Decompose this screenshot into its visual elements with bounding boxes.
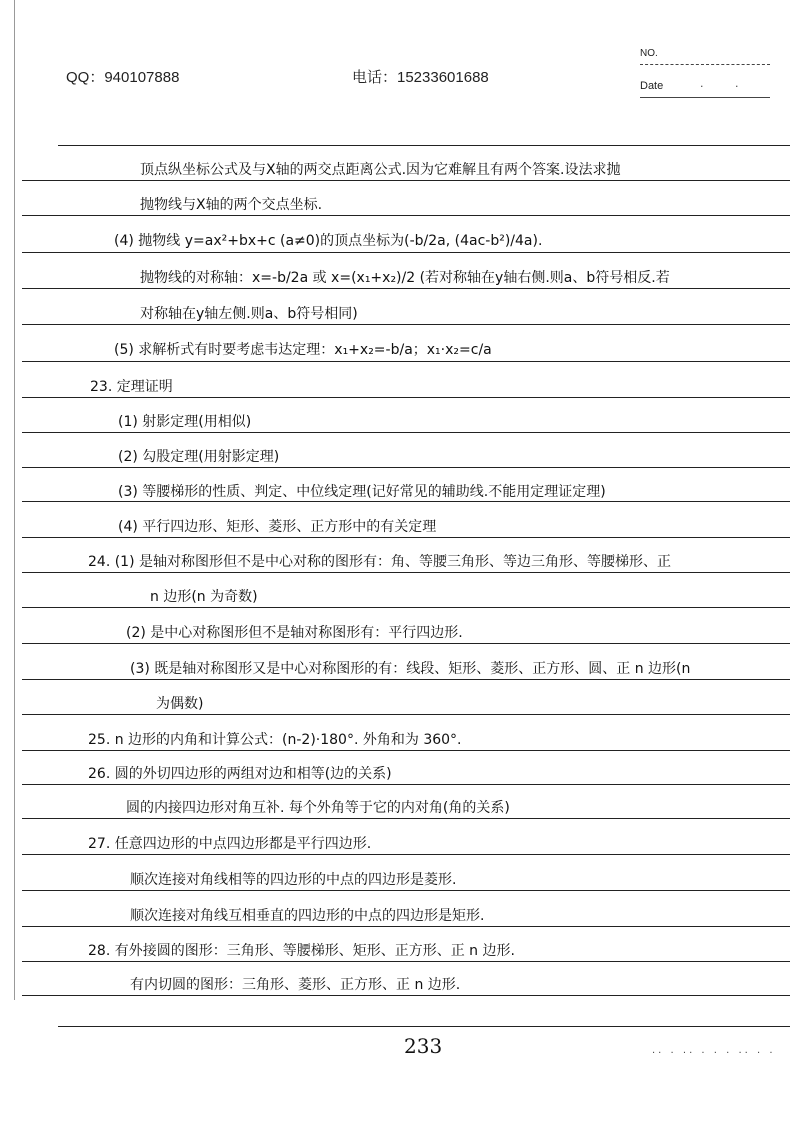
no-line <box>640 64 770 65</box>
phone-contact: 电话：15233601688 <box>352 69 489 86</box>
ruled-line <box>22 926 790 927</box>
ruled-line <box>22 467 790 468</box>
ruled-line <box>58 1026 790 1027</box>
ruled-line <box>22 750 790 751</box>
ruled-line <box>22 679 790 680</box>
note-line: (3) 等腰梯形的性质、判定、中位线定理(记好常见的辅助线.不能用定理证定理) <box>118 484 606 500</box>
note-line: 对称轴在y轴左侧.则a、b符号相同) <box>140 306 358 322</box>
note-line: (4) 抛物线 y=ax²+bx+c (a≠0)的顶点坐标为(-b/2a, (4ac-b²)/4a). <box>114 233 543 249</box>
footer-marks: ·· · ·· · · · ·· · · <box>652 1048 776 1059</box>
qq-contact: QQ：940107888 <box>66 69 180 86</box>
note-line: 圆的内接四边形对角互补. 每个外角等于它的内对角(角的关系) <box>126 800 510 816</box>
ruled-line <box>22 714 790 715</box>
ruled-line <box>22 324 790 325</box>
note-line: 顶点纵坐标公式及与X轴的两交点距离公式.因为它难解且有两个答案.设法求抛 <box>140 162 621 178</box>
ruled-line <box>22 252 790 253</box>
ruled-line <box>22 361 790 362</box>
ruled-line <box>22 643 790 644</box>
ruled-line <box>22 572 790 573</box>
note-line: (3) 既是轴对称图形又是中心对称图形的有：线段、矩形、菱形、正方形、圆、正 n 边形(n <box>130 661 691 677</box>
ruled-line <box>22 995 790 996</box>
note-line: (2) 勾股定理(用射影定理) <box>118 449 280 465</box>
note-line: (4) 平行四边形、矩形、菱形、正方形中的有关定理 <box>118 519 437 535</box>
note-line: 27. 任意四边形的中点四边形都是平行四边形. <box>88 836 372 852</box>
ruled-line <box>22 784 790 785</box>
note-line: 25. n 边形的内角和计算公式：(n-2)·180°. 外角和为 360°. <box>88 732 462 748</box>
note-line: 有内切圆的图形：三角形、菱形、正方形、正 n 边形. <box>130 977 461 993</box>
ruled-line <box>22 288 790 289</box>
note-line: (5) 求解析式有时要考虑韦达定理：x₁+x₂=-b/a；x₁·x₂=c/a <box>114 342 492 358</box>
note-line: 为偶数) <box>156 696 204 712</box>
date-label: Date <box>640 80 664 92</box>
note-line: 抛物线与X轴的两个交点坐标. <box>140 197 323 213</box>
ruled-line <box>22 215 790 216</box>
date-dots: · · <box>700 80 753 93</box>
ruled-line <box>58 145 790 146</box>
note-line: (1) 射影定理(用相似) <box>118 414 252 430</box>
ruled-line <box>22 818 790 819</box>
note-line: 抛物线的对称轴：x=-b/2a 或 x=(x₁+x₂)/2 (若对称轴在y轴右侧.则a、b符号相反.若 <box>140 270 670 286</box>
ruled-line <box>22 180 790 181</box>
ruled-line <box>22 537 790 538</box>
ruled-line <box>22 961 790 962</box>
ruled-line <box>22 607 790 608</box>
section-heading: 23. 定理证明 <box>90 379 173 395</box>
note-line: 顺次连接对角线相等的四边形的中点的四边形是菱形. <box>130 872 457 888</box>
ruled-line <box>22 890 790 891</box>
no-label: NO. <box>640 48 658 59</box>
date-line <box>640 97 770 98</box>
note-line: 顺次连接对角线互相垂直的四边形的中点的四边形是矩形. <box>130 908 485 924</box>
note-line: (2) 是中心对称图形但不是轴对称图形有：平行四边形. <box>126 625 463 641</box>
note-line: 24. (1) 是轴对称图形但不是中心对称的图形有：角、等腰三角形、等边三角形、等腰梯形、正 <box>88 554 671 570</box>
ruled-line <box>22 501 790 502</box>
page-number: 233 <box>404 1034 443 1058</box>
ruled-line <box>22 432 790 433</box>
ruled-line <box>22 854 790 855</box>
note-line: n 边形(n 为奇数) <box>150 589 258 605</box>
margin-line <box>14 0 15 1000</box>
ruled-line <box>22 397 790 398</box>
note-line: 28. 有外接圆的图形：三角形、等腰梯形、矩形、正方形、正 n 边形. <box>88 943 515 959</box>
note-line: 26. 圆的外切四边形的两组对边和相等(边的关系) <box>88 766 392 782</box>
